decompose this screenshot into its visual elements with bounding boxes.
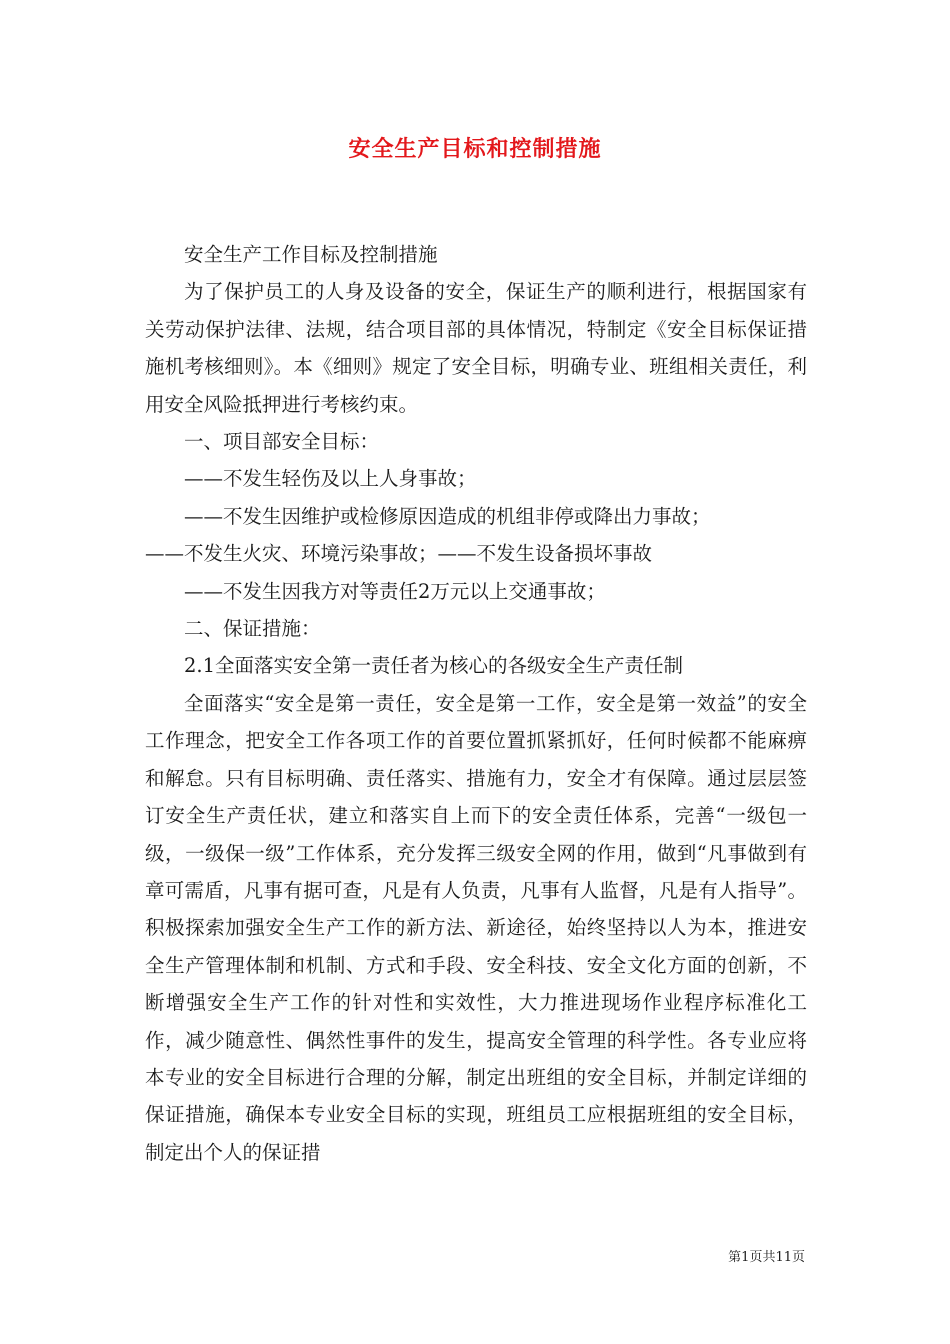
paragraph-body-main: 全面落实“安全是第一责任，安全是第一工作，安全是第一效益”的安全工作理念，把安全工作各项工作的首要位置抓紧抓好，任何时候都不能麻痹和解怠。只有目标明确、责任落实、措施有力，安全才有保障。通过层层签订安全生产责任状，建立和落实自上而下的安全责任体系，完善“一级包一级，一级保一级”工作体系，充分发挥三级安全网的作用，做到“凡事做到有章可需盾，凡事有据可查，凡是有人负责，凡事有人监督，凡是有人指导”。积极探索加强安全生产工作的新方法、新途径，始终坚持以人为本，推进安全生产管理体制和机制、方式和手段、安全科技、安全文化方面的创新，不断增强安全生产工作的针对性和实效性，大力推进现场作业程序标准化工作，减少随意性、偶然性事件的发生，提高安全管理的科学性。各专业应将本专业的安全目标进行合理的分解，制定出班组的安全目标，并制定详细的保证措施，确保本专业安全目标的实现，班组员工应根据班组的安全目标，制定出个人的保证措 <box>145 691 807 1164</box>
paragraph-subtitle: 安全生产工作目标及控制措施 <box>184 243 438 266</box>
document-title: 安全生产目标和控制措施 <box>348 137 602 162</box>
paragraph-goal-2: ——不发生因维护或检修原因造成的机组非停或降出力事故； <box>184 504 711 528</box>
paragraph-intro: 为了保护员工的人身及设备的安全，保证生产的顺利进行，根据国家有关劳动保护法律、法规，结合项目部的具体情况，特制定《安全目标保证措施机考核细则》。本《细则》规定了安全目标，明确专业、班组相关责任，利用安全风险抵押进行考核约束。 <box>145 280 807 416</box>
page-number: 第1页共11页 <box>728 1250 805 1265</box>
paragraph-goal-4: ——不发生因我方对等责任2万元以上交通事故； <box>184 579 606 603</box>
paragraph-section-2-heading: 二、保证措施： <box>184 617 321 641</box>
document-body <box>145 236 807 1171</box>
paragraph-goal-3: ——不发生火灾、环境污染事故；——不发生设备损坏事故 <box>145 542 653 566</box>
paragraph-goal-1: ——不发生轻伤及以上人身事故； <box>184 467 477 491</box>
paragraph-subsection-2-1: 2.1全面落实安全第一责任者为核心的各级安全生产责任制 <box>184 654 684 678</box>
paragraph-section-1-heading: 一、项目部安全目标： <box>184 430 380 454</box>
